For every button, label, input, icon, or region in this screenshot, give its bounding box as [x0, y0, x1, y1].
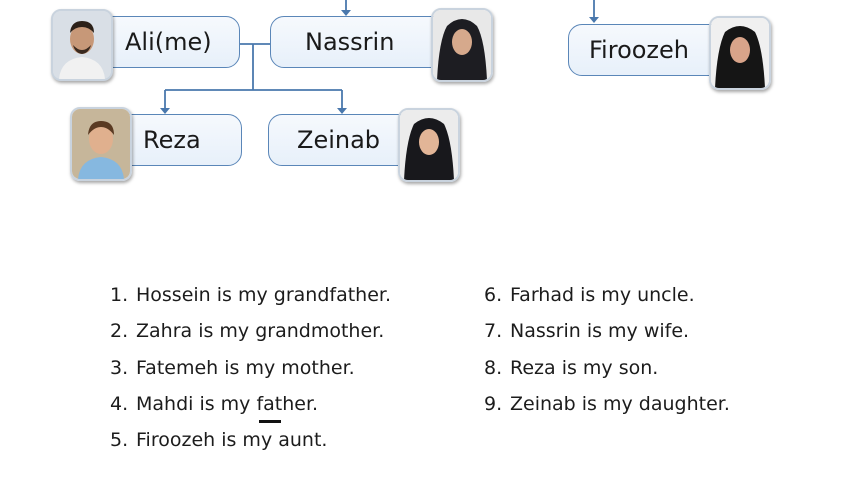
node-ali-label: Ali(me) — [125, 28, 212, 56]
node-reza-label: Reza — [143, 126, 201, 154]
statement-5: 5. Firoozeh is my aunt. — [110, 429, 328, 451]
statement-3: 3. Fatemeh is my mother. — [110, 357, 355, 379]
node-firoozeh-label: Firoozeh — [589, 36, 690, 64]
statement-4: 4. Mahdi is my father. — [110, 393, 319, 415]
statement-9: 9. Zeinab is my daughter. — [484, 393, 730, 415]
node-firoozeh — [568, 24, 732, 76]
nassrin-photo — [431, 8, 493, 82]
node-zeinab-label: Zeinab — [297, 126, 381, 154]
statement-6: 6. Farhad is my uncle. — [484, 284, 695, 306]
ali-photo — [51, 9, 113, 81]
firoozeh-photo — [709, 16, 771, 90]
node-nassrin-label: Nassrin — [305, 28, 395, 56]
node-nassrin — [270, 16, 454, 68]
statement-8: 8. Reza is my son. — [484, 357, 659, 379]
cursor-mark — [259, 420, 281, 423]
zeinab-photo — [398, 108, 460, 182]
statement-1: 1. Hossein is my grandfather. — [110, 284, 392, 306]
statement-7: 7. Nassrin is my wife. — [484, 320, 690, 342]
reza-photo — [70, 107, 132, 181]
node-ali — [96, 16, 240, 68]
statement-2: 2. Zahra is my grandmother. — [110, 320, 385, 342]
